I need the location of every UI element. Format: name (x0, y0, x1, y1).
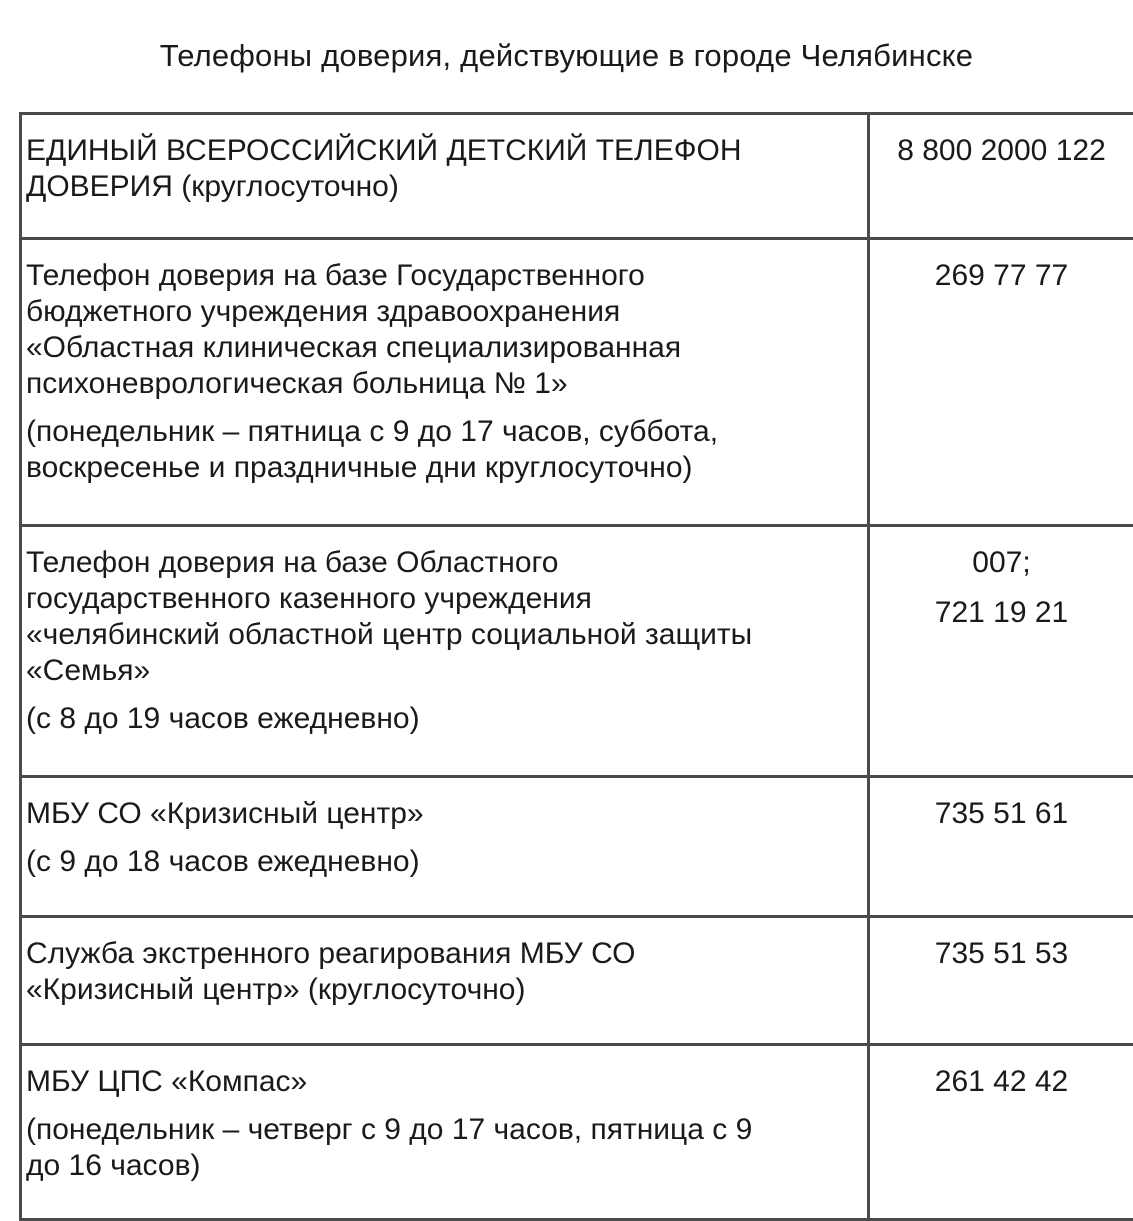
organization-name: Телефон доверия на базе Государственного бюджетного учреждения здравоохранения «Областная клиническая специализированная психоневрологическая больница № 1» (26, 258, 863, 402)
working-hours: (с 8 до 19 часов ежедневно) (26, 701, 863, 737)
phone-cell (869, 526, 1133, 777)
phone-number: 735 51 61 (870, 796, 1133, 832)
phone-cell (869, 917, 1133, 1045)
organization-name: МБУ ЦПС «Компас» (26, 1064, 863, 1100)
phone-cell (869, 239, 1133, 526)
table-row (21, 526, 1133, 777)
organization-cell (21, 114, 869, 239)
phone-number: 735 51 53 (870, 936, 1133, 972)
phone-number: 8 800 2000 122 (870, 133, 1133, 169)
organization-cell (21, 917, 869, 1045)
phone-number: 007; (870, 545, 1133, 581)
page-title: Телефоны доверия, действующие в городе Челябинске (0, 36, 1133, 76)
phone-cell (869, 114, 1133, 239)
phone-number: 269 77 77 (870, 258, 1133, 294)
organization-cell (21, 1045, 869, 1220)
table-row (21, 1045, 1133, 1220)
organization-name: Телефон доверия на базе Областного государственного казенного учреждения «челябинский областной центр социальной защиты «Семья» (26, 545, 863, 689)
table-row (21, 239, 1133, 526)
organization-cell (21, 526, 869, 777)
organization-name: Служба экстренного реагирования МБУ СО «Кризисный центр» (круглосуточно) (26, 936, 863, 1008)
organization-name: МБУ СО «Кризисный центр» (26, 796, 863, 832)
organization-name: ЕДИНЫЙ ВСЕРОССИЙСКИЙ ДЕТСКИЙ ТЕЛЕФОН ДОВЕРИЯ (круглосуточно) (26, 133, 863, 205)
organization-cell (21, 239, 869, 526)
phone-cell (869, 777, 1133, 917)
phone-number: 261 42 42 (870, 1064, 1133, 1100)
hotlines-table-body (21, 114, 1133, 1220)
table-row (21, 917, 1133, 1045)
phone-number: 721 19 21 (870, 595, 1133, 631)
working-hours: (понедельник – четверг с 9 до 17 часов, пятница с 9 до 16 часов) (26, 1112, 863, 1184)
organization-cell (21, 777, 869, 917)
table-row (21, 114, 1133, 239)
phone-cell (869, 1045, 1133, 1220)
table-row (21, 777, 1133, 917)
working-hours: (понедельник – пятница с 9 до 17 часов, суббота, воскресенье и праздничные дни круглосуточно) (26, 414, 863, 486)
hotlines-table (19, 112, 1133, 1221)
working-hours: (с 9 до 18 часов ежедневно) (26, 844, 863, 880)
